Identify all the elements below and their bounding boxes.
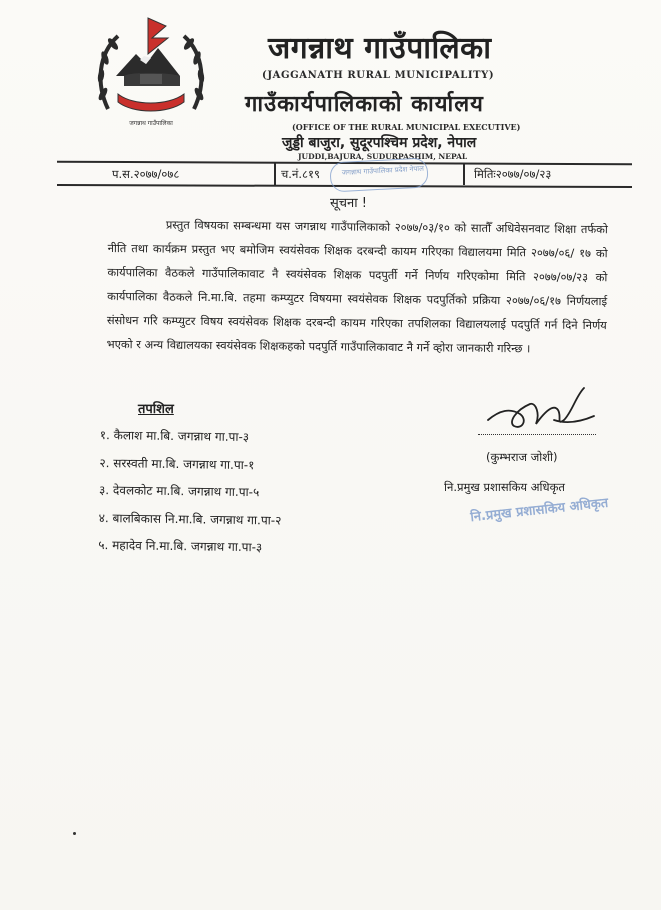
address-nepali: जुड्डी बाजुरा, सुदूरपश्चिम प्रदेश, नेपाल: [282, 135, 477, 151]
school-list: [98, 425, 283, 565]
office-name-english: (OFFICE OF THE RURAL MUNICIPAL EXECUTIVE): [292, 122, 521, 132]
signature-icon: [480, 380, 600, 440]
government-emblem: [88, 14, 214, 134]
signature-line: [478, 434, 596, 435]
notice-paragraph: प्रस्तुत विषयका सम्बन्धमा यस जगन्नाथ गाउँपालिकाको २०७७/०३/१० को सातौँ अधिवेसनवाट शिक्षा तर्फको नीति तथा कार्यक्रम प्रस्तुत भए बमोजिम स्वयंसेवक शिक्षक दरबन्दी कायम गरिएका विद्यालयमा मिति २०७७/०६/ १७ को कार्यपालिका वैठकले गाउँपालिकावाट नै स्वयंसेवक शिक्षक पदपुर्ती गर्ने निर्णय गरिएकोमा मिति २०७७/०७/२३ को कार्यपालिका वैठकले नि.मा.बि. तहमा कम्प्युटर विषयमा स्वयंसेवक शिक्षक पदपुर्तिको प्रक्रिया २०७७/०६/१७ निर्णयलाई संसोधन गरि कम्प्युटर विषय स्वयंसेवक शिक्षक दरबन्दी कायम गरिएका तपशिलका विद्यालयलाई पदपुर्ति गर्न दिने निर्णय भएको र अन्य विद्यालयका स्वयंसेवक शिक्षकहको पदपुर्ति गाउँपालिकावाट नै गर्ने व्हाेरा जानकारी गरिन्छ ।: [106, 217, 608, 356]
paper-speck: [73, 832, 76, 835]
designation-stamp: नि.प्रमुख प्रशासकिय अधिकृत: [469, 495, 609, 526]
signatory-name: (कुम्भराज जोशी): [486, 450, 558, 464]
reference-divider: [274, 163, 276, 185]
emblem-icon: [88, 14, 214, 134]
list-item: २. सरस्वती मा.बि. जगन्नाथ गा.पा-१: [99, 455, 255, 472]
list-item: १. कैलाश मा.बि. जगन्नाथ गा.पा-३: [99, 427, 250, 445]
office-name-nepali: गाउँकार्यपालिकाको कार्यालय: [245, 92, 484, 117]
dispatch-number: च.नं.८१९: [281, 167, 320, 181]
notice-heading: सूचना !: [330, 196, 367, 211]
list-item: ४. बालबिकास नि.मा.बि. जगन्नाथ गा.पा-२: [98, 510, 282, 528]
signatory-title: नि.प्रमुख प्रशासकिय अधिकृत: [444, 480, 565, 494]
list-item: ५. महादेव नि.मा.बि. जगन्नाथ गा.पा-३: [98, 537, 263, 555]
letter-date: मितिः२०७७/०७/२३: [474, 167, 552, 181]
schedule-title: तपशिल: [138, 402, 174, 417]
letter-number: प.स.२०७७/०७८: [112, 167, 180, 181]
office-stamp: [329, 158, 426, 191]
org-name-nepali: जगन्नाथ गाउँपालिका: [268, 31, 492, 66]
org-name-english: (JAGGANATH RURAL MUNICIPALITY): [262, 70, 495, 81]
stamp-text: जगन्नाथ गाउँपालिका प्रदेश नेपाल: [341, 164, 425, 177]
reference-divider: [463, 163, 465, 185]
address-english: JUDDI,BAJURA, SUDURPASHIM, NEPAL: [298, 152, 468, 161]
notice-body: [106, 212, 607, 361]
list-item: ३. देवलकोट मा.बि. जगन्नाथ गा.पा-५: [98, 482, 260, 500]
emblem-text: जगन्नाथ गाउँपालिका: [129, 120, 173, 127]
